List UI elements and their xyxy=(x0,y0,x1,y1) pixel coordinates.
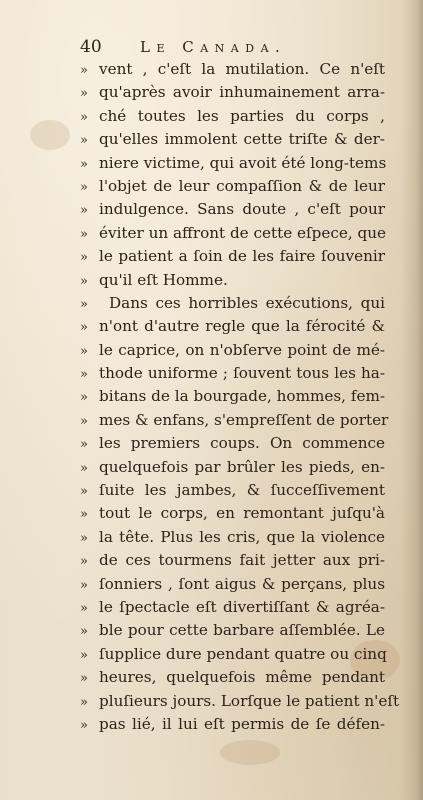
quotation-mark: » xyxy=(80,600,88,616)
text-line xyxy=(80,596,385,619)
page-number: 40 xyxy=(80,37,102,57)
text-line xyxy=(80,128,385,151)
line-text: quelquefois par brûler les pieds, en- xyxy=(99,457,385,476)
line-text: indulgence. Sans doute , c'eſt pour xyxy=(99,200,385,219)
quotation-mark: » xyxy=(80,320,88,336)
line-text: niere victime, qui avoit été long-tems xyxy=(99,153,387,172)
quotation-mark: » xyxy=(80,343,88,359)
text-line xyxy=(80,456,385,479)
quotation-mark: » xyxy=(80,63,88,78)
quotation-mark: » xyxy=(80,109,88,125)
line-text: ſuite les jambes, & ſucceſſivement xyxy=(99,481,385,500)
text-line xyxy=(80,245,385,268)
line-text: le caprice, on n'obſerve point de mé- xyxy=(99,340,385,359)
text-line xyxy=(80,526,385,549)
running-title: Le Canada. xyxy=(140,38,287,56)
text-line xyxy=(80,479,385,502)
quotation-mark: » xyxy=(80,530,88,546)
quotation-mark: » xyxy=(80,437,88,453)
quotation-mark: » xyxy=(80,413,88,429)
quotation-mark: » xyxy=(80,390,88,406)
text-line xyxy=(80,502,385,525)
quotation-mark: » xyxy=(80,484,88,500)
text-line xyxy=(80,362,385,385)
quotation-mark: » xyxy=(80,624,88,640)
text-line xyxy=(80,105,385,128)
line-text: ſupplice dure pendant quatre ou cinq xyxy=(99,644,387,663)
quotation-mark: » xyxy=(80,577,88,593)
page-gutter-shadow xyxy=(401,0,423,800)
text-line xyxy=(80,409,389,432)
line-text: de ces tourmens fait jetter aux pri- xyxy=(99,551,385,570)
line-text: tout le corps, en remontant juſqu'à xyxy=(99,504,385,523)
quotation-mark: » xyxy=(80,250,88,266)
quotation-mark: » xyxy=(80,179,88,195)
quotation-mark: » xyxy=(80,367,88,383)
quotation-mark: » xyxy=(80,554,88,570)
text-line xyxy=(80,713,385,736)
line-text: ché toutes les parties du corps , xyxy=(99,106,385,125)
paper-stain xyxy=(220,740,280,765)
line-text: ble pour cette barbare aſſemblée. Le xyxy=(99,621,385,640)
line-text: l'objet de leur compaſſion & de leur xyxy=(99,176,385,195)
text-line xyxy=(80,549,385,572)
text-line xyxy=(80,315,385,338)
paper-stain xyxy=(30,120,70,150)
quotation-mark: » xyxy=(80,86,88,102)
line-text: le ſpectacle eſt divertiſſant & agréa- xyxy=(99,597,385,616)
text-line xyxy=(80,269,385,292)
running-head xyxy=(80,36,350,58)
quotation-mark: » xyxy=(80,647,88,663)
text-line xyxy=(80,643,385,666)
line-text: ſonniers , ſont aigus & perçans, plus xyxy=(99,574,385,593)
line-text: le patient a ſoin de les faire ſouvenir xyxy=(99,247,385,266)
text-line xyxy=(80,690,400,713)
quotation-mark: » xyxy=(80,460,88,476)
quotation-mark: » xyxy=(80,273,88,289)
line-text: qu'il eſt Homme. xyxy=(99,270,228,289)
line-text: qu'après avoir inhumainement arra- xyxy=(99,83,385,102)
text-line xyxy=(80,292,385,315)
line-text: qu'elles immolent cette triſte & der- xyxy=(99,130,385,149)
line-text: les premiers coups. On commence xyxy=(99,434,385,453)
text-line xyxy=(80,81,385,104)
line-text: éviter un affront de cette eſpece, que xyxy=(99,223,386,242)
line-text: n'ont d'autre regle que la férocité & xyxy=(99,317,385,336)
text-line xyxy=(80,432,385,455)
quotation-mark: » xyxy=(80,694,88,710)
text-line xyxy=(80,619,385,642)
line-text: vent , c'eſt la mutilation. Ce n'eſt xyxy=(99,60,385,78)
quotation-mark: » xyxy=(80,156,88,172)
quotation-mark: » xyxy=(80,296,88,312)
text-line xyxy=(80,573,385,596)
text-line xyxy=(80,198,385,221)
text-line xyxy=(80,385,385,408)
line-text: bitans de la bourgade, hommes, fem- xyxy=(99,387,385,406)
quotation-mark: » xyxy=(80,507,88,523)
line-text: Dans ces horribles exécutions, qui xyxy=(109,293,385,312)
text-line xyxy=(80,339,385,362)
text-line xyxy=(80,152,385,175)
quotation-mark: » xyxy=(80,671,88,687)
line-text: thode uniforme ; ſouvent tous les ha- xyxy=(99,364,385,383)
line-text: la tête. Plus les cris, que la violence xyxy=(99,527,385,546)
body-text xyxy=(80,58,400,736)
line-text: pas lié, il lui eſt permis de ſe défen- xyxy=(99,714,385,733)
quotation-mark: » xyxy=(80,717,88,733)
text-line xyxy=(80,222,385,245)
text-line xyxy=(80,58,385,81)
quotation-mark: » xyxy=(80,133,88,149)
quotation-mark: » xyxy=(80,203,88,219)
quotation-mark: » xyxy=(80,226,88,242)
line-text: mes & enfans, s'empreſſent de porter xyxy=(99,410,389,429)
text-line xyxy=(80,666,385,689)
line-text: heures, quelquefois même pendant xyxy=(99,668,385,687)
text-line xyxy=(80,175,385,198)
line-text: pluſieurs jours. Lorſque le patient n'eſt xyxy=(99,691,400,710)
